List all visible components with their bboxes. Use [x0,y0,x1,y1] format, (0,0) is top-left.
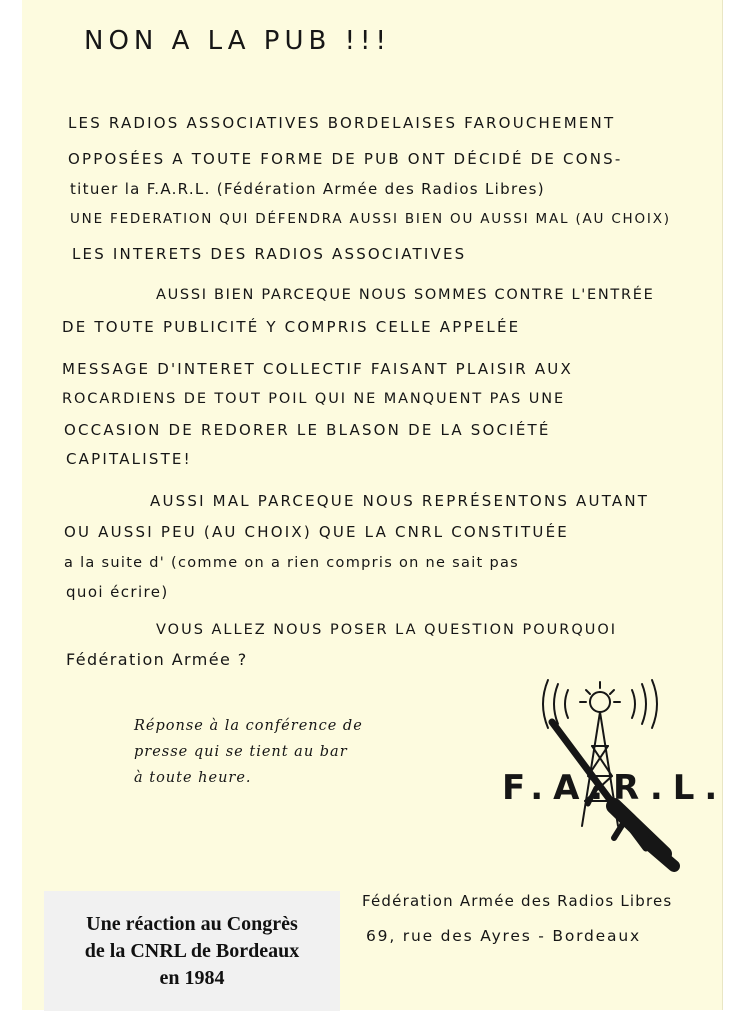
paragraph-3-line-2: OU AUSSI PEU (AU CHOIX) QUE LA CNRL CONSTITUÉE [64,523,569,541]
paragraph-3-line-4: quoi écrire) [66,583,169,601]
paragraph-2-line-2: DE TOUTE PUBLICITÉ Y COMPRIS CELLE APPELÉE [62,318,521,336]
paragraph-1-line-5: LES INTERETS DES RADIOS ASSOCIATIVES [72,245,467,263]
caption-line-3: en 1984 [159,966,225,989]
caption-box [44,891,340,1011]
paragraph-1-line-1: LES RADIOS ASSOCIATIVES BORDELAISES FAROUCHEMENT [68,114,616,132]
paragraph-2-line-3: MESSAGE D'INTERET COLLECTIF FAISANT PLAISIR AUX [62,360,573,378]
document-title: NON A LA PUB !!! [84,26,391,56]
caption-line-1: Une réaction au Congrès [86,912,298,935]
paragraph-2-line-4: ROCARDIENS DE TOUT POIL QUI NE MANQUENT PAS UNE [62,391,566,407]
logo-text: F.A.R.L. [502,768,728,808]
paragraph-3-line-1: AUSSI MAL PARCEQUE NOUS REPRÉSENTONS AUTANT [150,492,650,510]
paragraph-3-line-3: a la suite d' (comme on a rien compris on ne sait pas [64,555,519,571]
paragraph-4-line-2: Fédération Armée ? [66,650,248,669]
paragraph-2-line-1: AUSSI BIEN PARCEQUE NOUS SOMMES CONTRE L'ENTRÉE [156,287,655,303]
paragraph-1-line-4: UNE FEDERATION QUI DÉFENDRA AUSSI BIEN OU AUSSI MAL (AU CHOIX) [70,211,671,227]
paragraph-4-line-1: VOUS ALLEZ NOUS POSER LA QUESTION POURQUOI [156,622,618,638]
note-line-3: à toute heure. [134,770,252,786]
signature-line-1: Fédération Armée des Radios Libres [362,892,673,910]
note-line-2: presse qui se tient au bar [134,744,348,760]
caption-line-2: de la CNRL de Bordeaux [84,939,300,962]
paragraph-2-line-6: CAPITALISTE! [66,450,192,468]
paragraph-2-line-5: OCCASION DE REDORER LE BLASON DE LA SOCIÉTÉ [64,421,551,439]
note-line-1: Réponse à la conférence de [134,718,363,734]
signature-line-2: 69, rue des Ayres - Bordeaux [366,927,641,945]
farl-logo [496,676,726,876]
paragraph-1-line-3: tituer la F.A.R.L. (Fédération Armée des Radios Libres) [70,180,545,198]
paragraph-1-line-2: OPPOSÉES A TOUTE FORME DE PUB ONT DÉCIDÉ DE CONS- [68,150,623,168]
